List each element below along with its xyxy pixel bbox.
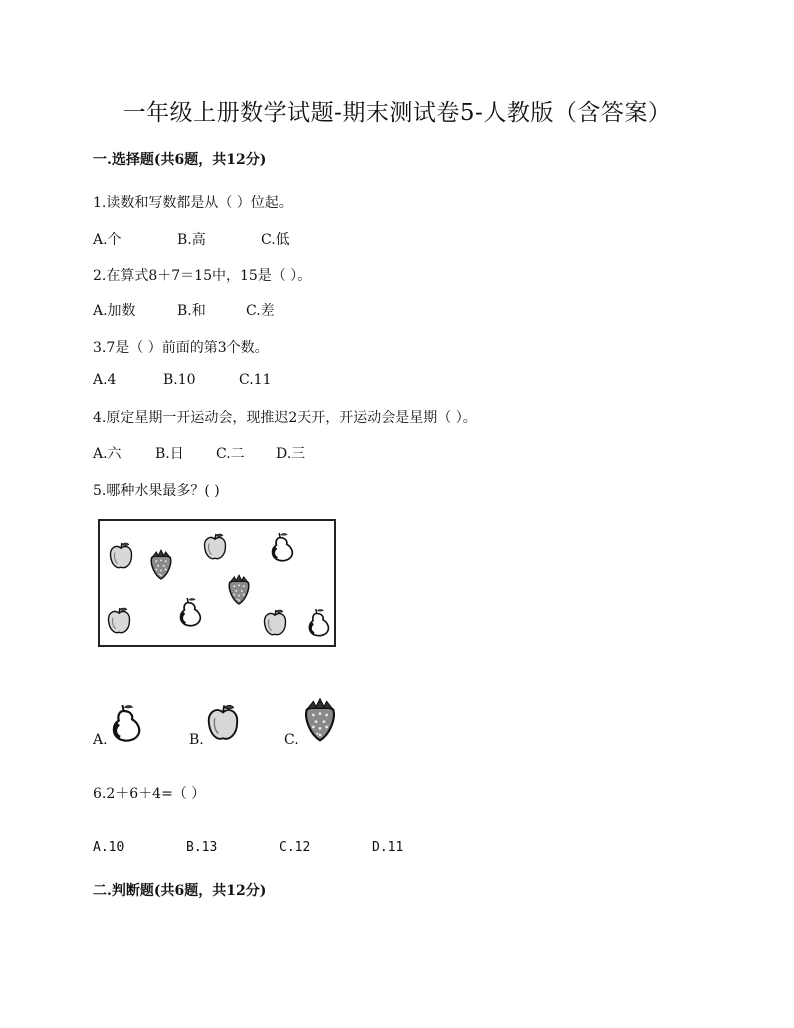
option-b: B.高 [177, 232, 206, 248]
strawberry-icon [151, 550, 170, 579]
question-3: 3.7是（ ）前面的第3个数。 [93, 340, 269, 356]
strawberry-icon [300, 694, 340, 744]
apple-icon [109, 608, 130, 633]
question-3-options [93, 372, 493, 392]
apple-icon [205, 703, 241, 743]
option-c: C.低 [261, 232, 290, 248]
fruit-picture-box [98, 519, 336, 647]
question-4: 4.原定星期一开运动会，现推迟2天开，开运动会是星期（ ）。 [93, 410, 477, 426]
question-2: 2.在算式8＋7＝15中，15是（ ）。 [93, 268, 312, 284]
pear-icon [181, 598, 201, 626]
strawberry-icon [229, 575, 248, 604]
option-a: A.个 [93, 232, 122, 248]
question-1: 1.读数和写数都是从（ ）位起。 [93, 195, 293, 211]
question-6: 6.2＋6＋4=（ ） [93, 786, 206, 802]
question-4-options [93, 443, 493, 463]
question-5: 5.哪种水果最多？( ) [93, 483, 220, 499]
question-1-options [93, 229, 493, 249]
option-a: A.加数 [93, 303, 136, 319]
option-c: C.二 [216, 446, 245, 462]
option-a: A. [93, 732, 108, 748]
option-c: C.差 [246, 303, 275, 319]
document-title: 一年级上册数学试题-期末测试卷5-人教版（含答案） [122, 100, 672, 126]
apple-icon [265, 610, 286, 635]
pear-icon [273, 533, 293, 561]
option-c: C.11 [239, 372, 272, 388]
question-6-options [93, 840, 493, 860]
section-heading-judgment: 二.判断题(共6题，共12分) [93, 883, 267, 899]
option-a: A.4 [93, 372, 117, 388]
option-b: B.和 [177, 303, 206, 319]
option-c: C.12 [279, 840, 311, 855]
option-d: D.三 [276, 446, 306, 462]
option-b: B.13 [186, 840, 218, 855]
section-heading-choice: 一.选择题(共6题，共12分) [93, 152, 267, 168]
pear-icon [309, 609, 328, 636]
option-a: A.六 [93, 446, 122, 462]
question-2-options [93, 300, 493, 320]
option-c: C. [284, 732, 299, 748]
apple-icon [111, 543, 132, 568]
option-b: B.10 [163, 372, 196, 388]
option-b: B. [189, 732, 204, 748]
apple-icon [205, 534, 226, 559]
option-a: A.10 [93, 840, 125, 855]
pear-icon [108, 702, 144, 744]
option-d: D.11 [372, 840, 404, 855]
option-b: B.日 [155, 446, 184, 462]
